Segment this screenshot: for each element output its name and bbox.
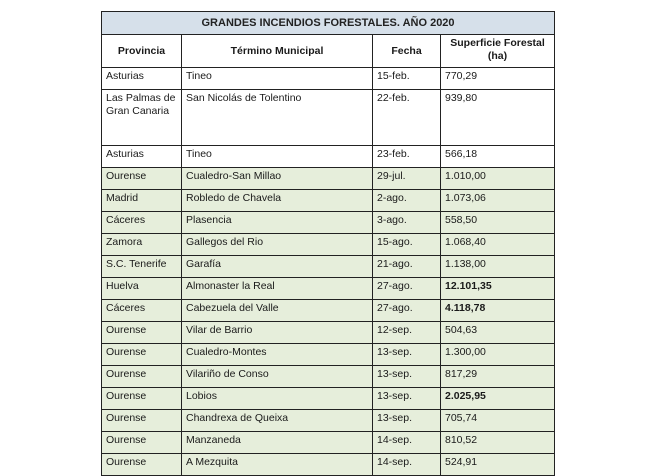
cell-provincia: Ourense <box>102 388 182 410</box>
header-superficie-line2: (ha) <box>487 50 508 62</box>
cell-fecha: 3-ago. <box>373 212 441 234</box>
cell-superficie: 504,63 <box>441 322 555 344</box>
cell-provincia: Ourense <box>102 322 182 344</box>
table-title: GRANDES INCENDIOS FORESTALES. AÑO 2020 <box>102 12 555 35</box>
cell-termino: Lobios <box>182 388 373 410</box>
table-row <box>102 344 555 366</box>
cell-superficie: 810,52 <box>441 432 555 454</box>
cell-superficie: 939,80 <box>441 90 555 146</box>
cell-termino: Manzaneda <box>182 432 373 454</box>
cell-fecha: 29-jul. <box>373 168 441 190</box>
cell-fecha: 27-ago. <box>373 278 441 300</box>
fires-table <box>101 11 555 476</box>
cell-fecha: 23-feb. <box>373 146 441 168</box>
cell-termino: Cabezuela del Valle <box>182 300 373 322</box>
cell-provincia: Cáceres <box>102 300 182 322</box>
cell-provincia: Zamora <box>102 234 182 256</box>
table-row <box>102 212 555 234</box>
cell-termino: Tineo <box>182 68 373 90</box>
table-row <box>102 278 555 300</box>
cell-superficie: 566,18 <box>441 146 555 168</box>
cell-termino: Gallegos del Rio <box>182 234 373 256</box>
cell-fecha: 13-sep. <box>373 388 441 410</box>
cell-provincia: S.C. Tenerife <box>102 256 182 278</box>
cell-superficie: 4.118,78 <box>441 300 555 322</box>
cell-superficie: 558,50 <box>441 212 555 234</box>
cell-provincia: Ourense <box>102 432 182 454</box>
cell-provincia: Asturias <box>102 146 182 168</box>
table-row <box>102 68 555 90</box>
cell-provincia: Huelva <box>102 278 182 300</box>
cell-provincia: Ourense <box>102 344 182 366</box>
table-row <box>102 454 555 476</box>
cell-superficie: 1.068,40 <box>441 234 555 256</box>
cell-fecha: 13-sep. <box>373 366 441 388</box>
cell-termino: Cualedro-San Millao <box>182 168 373 190</box>
cell-superficie: 1.010,00 <box>441 168 555 190</box>
cell-termino: Vilar de Barrio <box>182 322 373 344</box>
cell-superficie: 524,91 <box>441 454 555 476</box>
cell-fecha: 15-feb. <box>373 68 441 90</box>
cell-superficie: 705,74 <box>441 410 555 432</box>
cell-provincia: Ourense <box>102 410 182 432</box>
cell-provincia: Madrid <box>102 190 182 212</box>
table-row <box>102 256 555 278</box>
cell-provincia: Cáceres <box>102 212 182 234</box>
cell-fecha: 14-sep. <box>373 454 441 476</box>
cell-superficie: 770,29 <box>441 68 555 90</box>
cell-fecha: 13-sep. <box>373 410 441 432</box>
cell-superficie: 1.138,00 <box>441 256 555 278</box>
table-row <box>102 432 555 454</box>
cell-fecha: 2-ago. <box>373 190 441 212</box>
header-row <box>102 35 555 68</box>
fires-table-container <box>101 11 554 476</box>
table-row <box>102 234 555 256</box>
cell-fecha: 12-sep. <box>373 322 441 344</box>
header-termino: Término Municipal <box>182 35 373 68</box>
cell-termino: Almonaster la Real <box>182 278 373 300</box>
table-row <box>102 322 555 344</box>
table-row <box>102 300 555 322</box>
cell-termino: Chandrexa de Queixa <box>182 410 373 432</box>
table-row <box>102 366 555 388</box>
cell-fecha: 14-sep. <box>373 432 441 454</box>
cell-fecha: 22-feb. <box>373 90 441 146</box>
table-body <box>102 68 555 476</box>
cell-fecha: 13-sep. <box>373 344 441 366</box>
table-row <box>102 90 555 146</box>
table-row <box>102 190 555 212</box>
cell-provincia: Asturias <box>102 68 182 90</box>
cell-superficie: 1.073,06 <box>441 190 555 212</box>
cell-termino: Vilariño de Conso <box>182 366 373 388</box>
table-row <box>102 168 555 190</box>
cell-provincia: Ourense <box>102 454 182 476</box>
cell-fecha: 15-ago. <box>373 234 441 256</box>
header-superficie <box>441 35 555 68</box>
cell-provincia: Las Palmas de Gran Canaria <box>102 90 182 146</box>
cell-termino: A Mezquita <box>182 454 373 476</box>
cell-superficie: 817,29 <box>441 366 555 388</box>
header-provincia: Provincia <box>102 35 182 68</box>
header-superficie-line1: Superficie Forestal <box>450 37 545 49</box>
cell-superficie: 2.025,95 <box>441 388 555 410</box>
cell-provincia: Ourense <box>102 366 182 388</box>
cell-superficie: 1.300,00 <box>441 344 555 366</box>
cell-superficie: 12.101,35 <box>441 278 555 300</box>
cell-fecha: 27-ago. <box>373 300 441 322</box>
table-row <box>102 146 555 168</box>
cell-provincia: Ourense <box>102 168 182 190</box>
header-fecha: Fecha <box>373 35 441 68</box>
cell-termino: Robledo de Chavela <box>182 190 373 212</box>
cell-termino: San Nicolás de Tolentino <box>182 90 373 146</box>
cell-termino: Cualedro-Montes <box>182 344 373 366</box>
table-row <box>102 410 555 432</box>
table-row <box>102 388 555 410</box>
cell-termino: Plasencia <box>182 212 373 234</box>
cell-fecha: 21-ago. <box>373 256 441 278</box>
cell-termino: Tineo <box>182 146 373 168</box>
cell-termino: Garafía <box>182 256 373 278</box>
